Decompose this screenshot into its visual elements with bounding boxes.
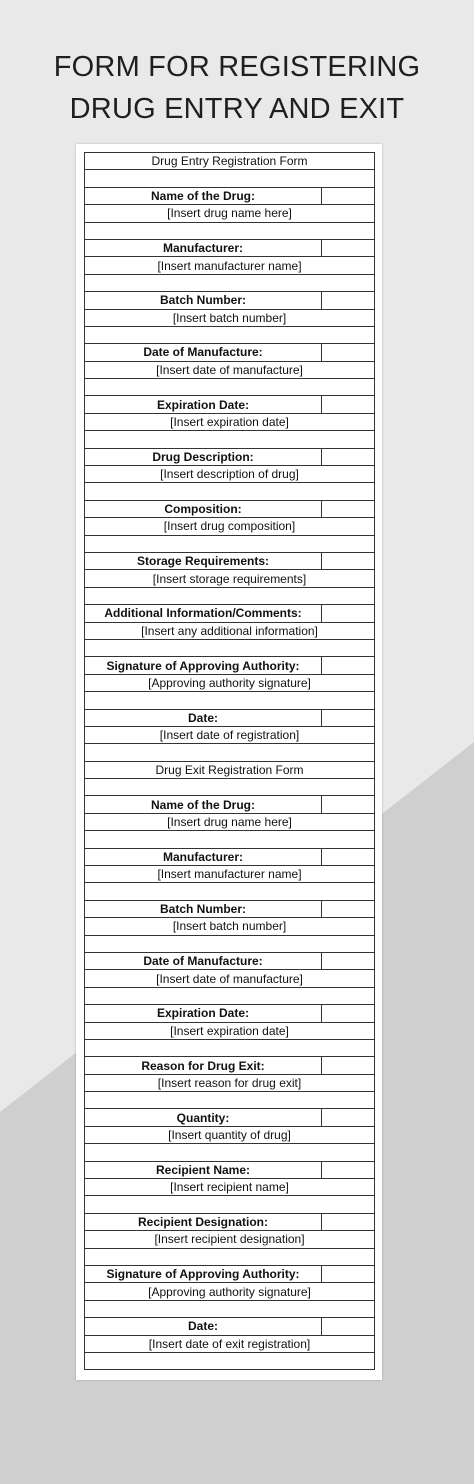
field-input-cell[interactable]: [322, 657, 375, 674]
field-placeholder[interactable]: [Insert expiration date]: [85, 413, 375, 430]
field-label: Expiration Date:: [85, 1005, 322, 1022]
spacer-row: [85, 170, 375, 187]
spacer-row: [85, 1248, 375, 1265]
value-row: [85, 866, 375, 883]
spacer-row: [85, 779, 375, 796]
page-title: [0, 46, 474, 130]
spacer-row: [85, 639, 375, 656]
field-input-cell[interactable]: [322, 1005, 375, 1022]
field-placeholder[interactable]: [Insert reason for drug exit]: [85, 1074, 375, 1091]
spacer-row: [85, 222, 375, 239]
spacer-cell: [85, 274, 375, 291]
field-placeholder[interactable]: [Insert drug name here]: [85, 813, 375, 830]
spacer-row: [85, 326, 375, 343]
spacer-row: [85, 1144, 375, 1161]
value-row: [85, 622, 375, 639]
label-row: [85, 848, 375, 865]
field-input-cell[interactable]: [322, 952, 375, 969]
field-placeholder[interactable]: [Insert date of manufacture]: [85, 970, 375, 987]
field-input-cell[interactable]: [322, 796, 375, 813]
spacer-row: [85, 1092, 375, 1109]
spacer-row: [85, 587, 375, 604]
value-row: [85, 466, 375, 483]
value-row: [85, 813, 375, 830]
field-label: Signature of Approving Authority:: [85, 657, 322, 674]
title-line-1: FORM FOR REGISTERING: [53, 51, 421, 83]
spacer-row: [85, 1352, 375, 1369]
value-row: [85, 1335, 375, 1352]
field-input-cell[interactable]: [322, 396, 375, 413]
value-row: [85, 1283, 375, 1300]
label-row: [85, 1109, 375, 1126]
field-label: Date of Manufacture:: [85, 344, 322, 361]
field-label: Batch Number:: [85, 900, 322, 917]
spacer-row: [85, 483, 375, 500]
value-row: [85, 1074, 375, 1091]
label-row: [85, 552, 375, 569]
field-input-cell[interactable]: [322, 900, 375, 917]
field-label: Date:: [85, 1318, 322, 1335]
label-row: [85, 605, 375, 622]
value-row: [85, 1022, 375, 1039]
field-label: Storage Requirements:: [85, 552, 322, 569]
field-placeholder[interactable]: [Insert expiration date]: [85, 1022, 375, 1039]
form-table: [84, 152, 375, 1370]
field-label: Name of the Drug:: [85, 796, 322, 813]
label-row: [85, 448, 375, 465]
label-row: [85, 1213, 375, 1230]
value-row: [85, 970, 375, 987]
field-label: Manufacturer:: [85, 239, 322, 256]
label-row: [85, 952, 375, 969]
label-row: [85, 1161, 375, 1178]
field-placeholder[interactable]: [Insert manufacturer name]: [85, 257, 375, 274]
value-row: [85, 1231, 375, 1248]
value-row: [85, 918, 375, 935]
field-placeholder[interactable]: [Insert drug name here]: [85, 205, 375, 222]
field-input-cell[interactable]: [322, 344, 375, 361]
section-heading: Drug Entry Registration Form: [85, 153, 375, 170]
label-row: [85, 796, 375, 813]
spacer-cell: [85, 1039, 375, 1056]
spacer-cell: [85, 483, 375, 500]
field-label: Date of Manufacture:: [85, 952, 322, 969]
spacer-cell: [85, 987, 375, 1004]
spacer-row: [85, 692, 375, 709]
field-placeholder[interactable]: [Insert recipient designation]: [85, 1231, 375, 1248]
label-row: [85, 292, 375, 309]
spacer-row: [85, 1039, 375, 1056]
value-row: [85, 674, 375, 691]
spacer-cell: [85, 831, 375, 848]
spacer-row: [85, 744, 375, 761]
field-placeholder[interactable]: [Insert manufacturer name]: [85, 866, 375, 883]
spacer-cell: [85, 935, 375, 952]
spacer-row: [85, 1196, 375, 1213]
field-label: Expiration Date:: [85, 396, 322, 413]
field-label: Composition:: [85, 500, 322, 517]
field-placeholder[interactable]: [Insert storage requirements]: [85, 570, 375, 587]
label-row: [85, 1005, 375, 1022]
field-label: Additional Information/Comments:: [85, 605, 322, 622]
value-row: [85, 205, 375, 222]
spacer-row: [85, 883, 375, 900]
field-placeholder[interactable]: [Insert drug composition]: [85, 518, 375, 535]
spacer-row: [85, 987, 375, 1004]
field-placeholder[interactable]: [Insert date of exit registration]: [85, 1335, 375, 1352]
field-placeholder[interactable]: [Insert date of registration]: [85, 726, 375, 743]
spacer-cell: [85, 744, 375, 761]
field-placeholder[interactable]: [Insert batch number]: [85, 918, 375, 935]
value-row: [85, 726, 375, 743]
spacer-row: [85, 831, 375, 848]
label-row: [85, 187, 375, 204]
field-label: Quantity:: [85, 1109, 322, 1126]
spacer-cell: [85, 379, 375, 396]
spacer-cell: [85, 1248, 375, 1265]
spacer-row: [85, 431, 375, 448]
spacer-cell: [85, 639, 375, 656]
value-row: [85, 309, 375, 326]
spacer-cell: [85, 779, 375, 796]
spacer-cell: [85, 1300, 375, 1317]
field-input-cell[interactable]: [322, 709, 375, 726]
field-input-cell[interactable]: [322, 605, 375, 622]
label-row: [85, 1266, 375, 1283]
spacer-cell: [85, 1352, 375, 1369]
field-input-cell[interactable]: [322, 448, 375, 465]
field-label: Recipient Name:: [85, 1161, 322, 1178]
heading-row: [85, 761, 375, 778]
field-placeholder[interactable]: [Insert batch number]: [85, 309, 375, 326]
field-input-cell[interactable]: [322, 848, 375, 865]
field-input-cell[interactable]: [322, 1213, 375, 1230]
spacer-row: [85, 274, 375, 291]
field-placeholder[interactable]: [Insert description of drug]: [85, 466, 375, 483]
label-row: [85, 396, 375, 413]
field-input-cell[interactable]: [322, 1057, 375, 1074]
field-label: Date:: [85, 709, 322, 726]
field-placeholder[interactable]: [Insert recipient name]: [85, 1179, 375, 1196]
field-label: Batch Number:: [85, 292, 322, 309]
field-label: Name of the Drug:: [85, 187, 322, 204]
label-row: [85, 1318, 375, 1335]
spacer-cell: [85, 170, 375, 187]
value-row: [85, 1179, 375, 1196]
title-line-2: DRUG ENTRY AND EXIT: [69, 93, 405, 125]
label-row: [85, 1057, 375, 1074]
field-placeholder[interactable]: [Insert any additional information]: [85, 622, 375, 639]
field-label: Signature of Approving Authority:: [85, 1266, 322, 1283]
label-row: [85, 900, 375, 917]
spacer-row: [85, 379, 375, 396]
value-row: [85, 1126, 375, 1143]
spacer-cell: [85, 1144, 375, 1161]
field-placeholder[interactable]: [Insert date of manufacture]: [85, 361, 375, 378]
field-label: Drug Description:: [85, 448, 322, 465]
label-row: [85, 239, 375, 256]
field-label: Reason for Drug Exit:: [85, 1057, 322, 1074]
label-row: [85, 657, 375, 674]
spacer-cell: [85, 326, 375, 343]
heading-row: [85, 153, 375, 170]
label-row: [85, 344, 375, 361]
value-row: [85, 257, 375, 274]
field-input-cell[interactable]: [322, 1161, 375, 1178]
spacer-cell: [85, 587, 375, 604]
field-input-cell[interactable]: [322, 239, 375, 256]
value-row: [85, 518, 375, 535]
spacer-row: [85, 535, 375, 552]
value-row: [85, 570, 375, 587]
spacer-cell: [85, 883, 375, 900]
field-label: Recipient Designation:: [85, 1213, 322, 1230]
spacer-cell: [85, 1092, 375, 1109]
label-row: [85, 500, 375, 517]
spacer-cell: [85, 222, 375, 239]
field-input-cell[interactable]: [322, 552, 375, 569]
field-input-cell[interactable]: [322, 1109, 375, 1126]
field-placeholder[interactable]: [Approving authority signature]: [85, 1283, 375, 1300]
section-heading: Drug Exit Registration Form: [85, 761, 375, 778]
spacer-cell: [85, 692, 375, 709]
field-input-cell[interactable]: [322, 1266, 375, 1283]
spacer-row: [85, 935, 375, 952]
field-input-cell[interactable]: [322, 1318, 375, 1335]
field-placeholder[interactable]: [Approving authority signature]: [85, 674, 375, 691]
field-placeholder[interactable]: [Insert quantity of drug]: [85, 1126, 375, 1143]
field-input-cell[interactable]: [322, 292, 375, 309]
label-row: [85, 709, 375, 726]
value-row: [85, 413, 375, 430]
field-input-cell[interactable]: [322, 187, 375, 204]
spacer-cell: [85, 431, 375, 448]
field-input-cell[interactable]: [322, 500, 375, 517]
spacer-cell: [85, 1196, 375, 1213]
value-row: [85, 361, 375, 378]
spacer-row: [85, 1300, 375, 1317]
field-label: Manufacturer:: [85, 848, 322, 865]
spacer-cell: [85, 535, 375, 552]
